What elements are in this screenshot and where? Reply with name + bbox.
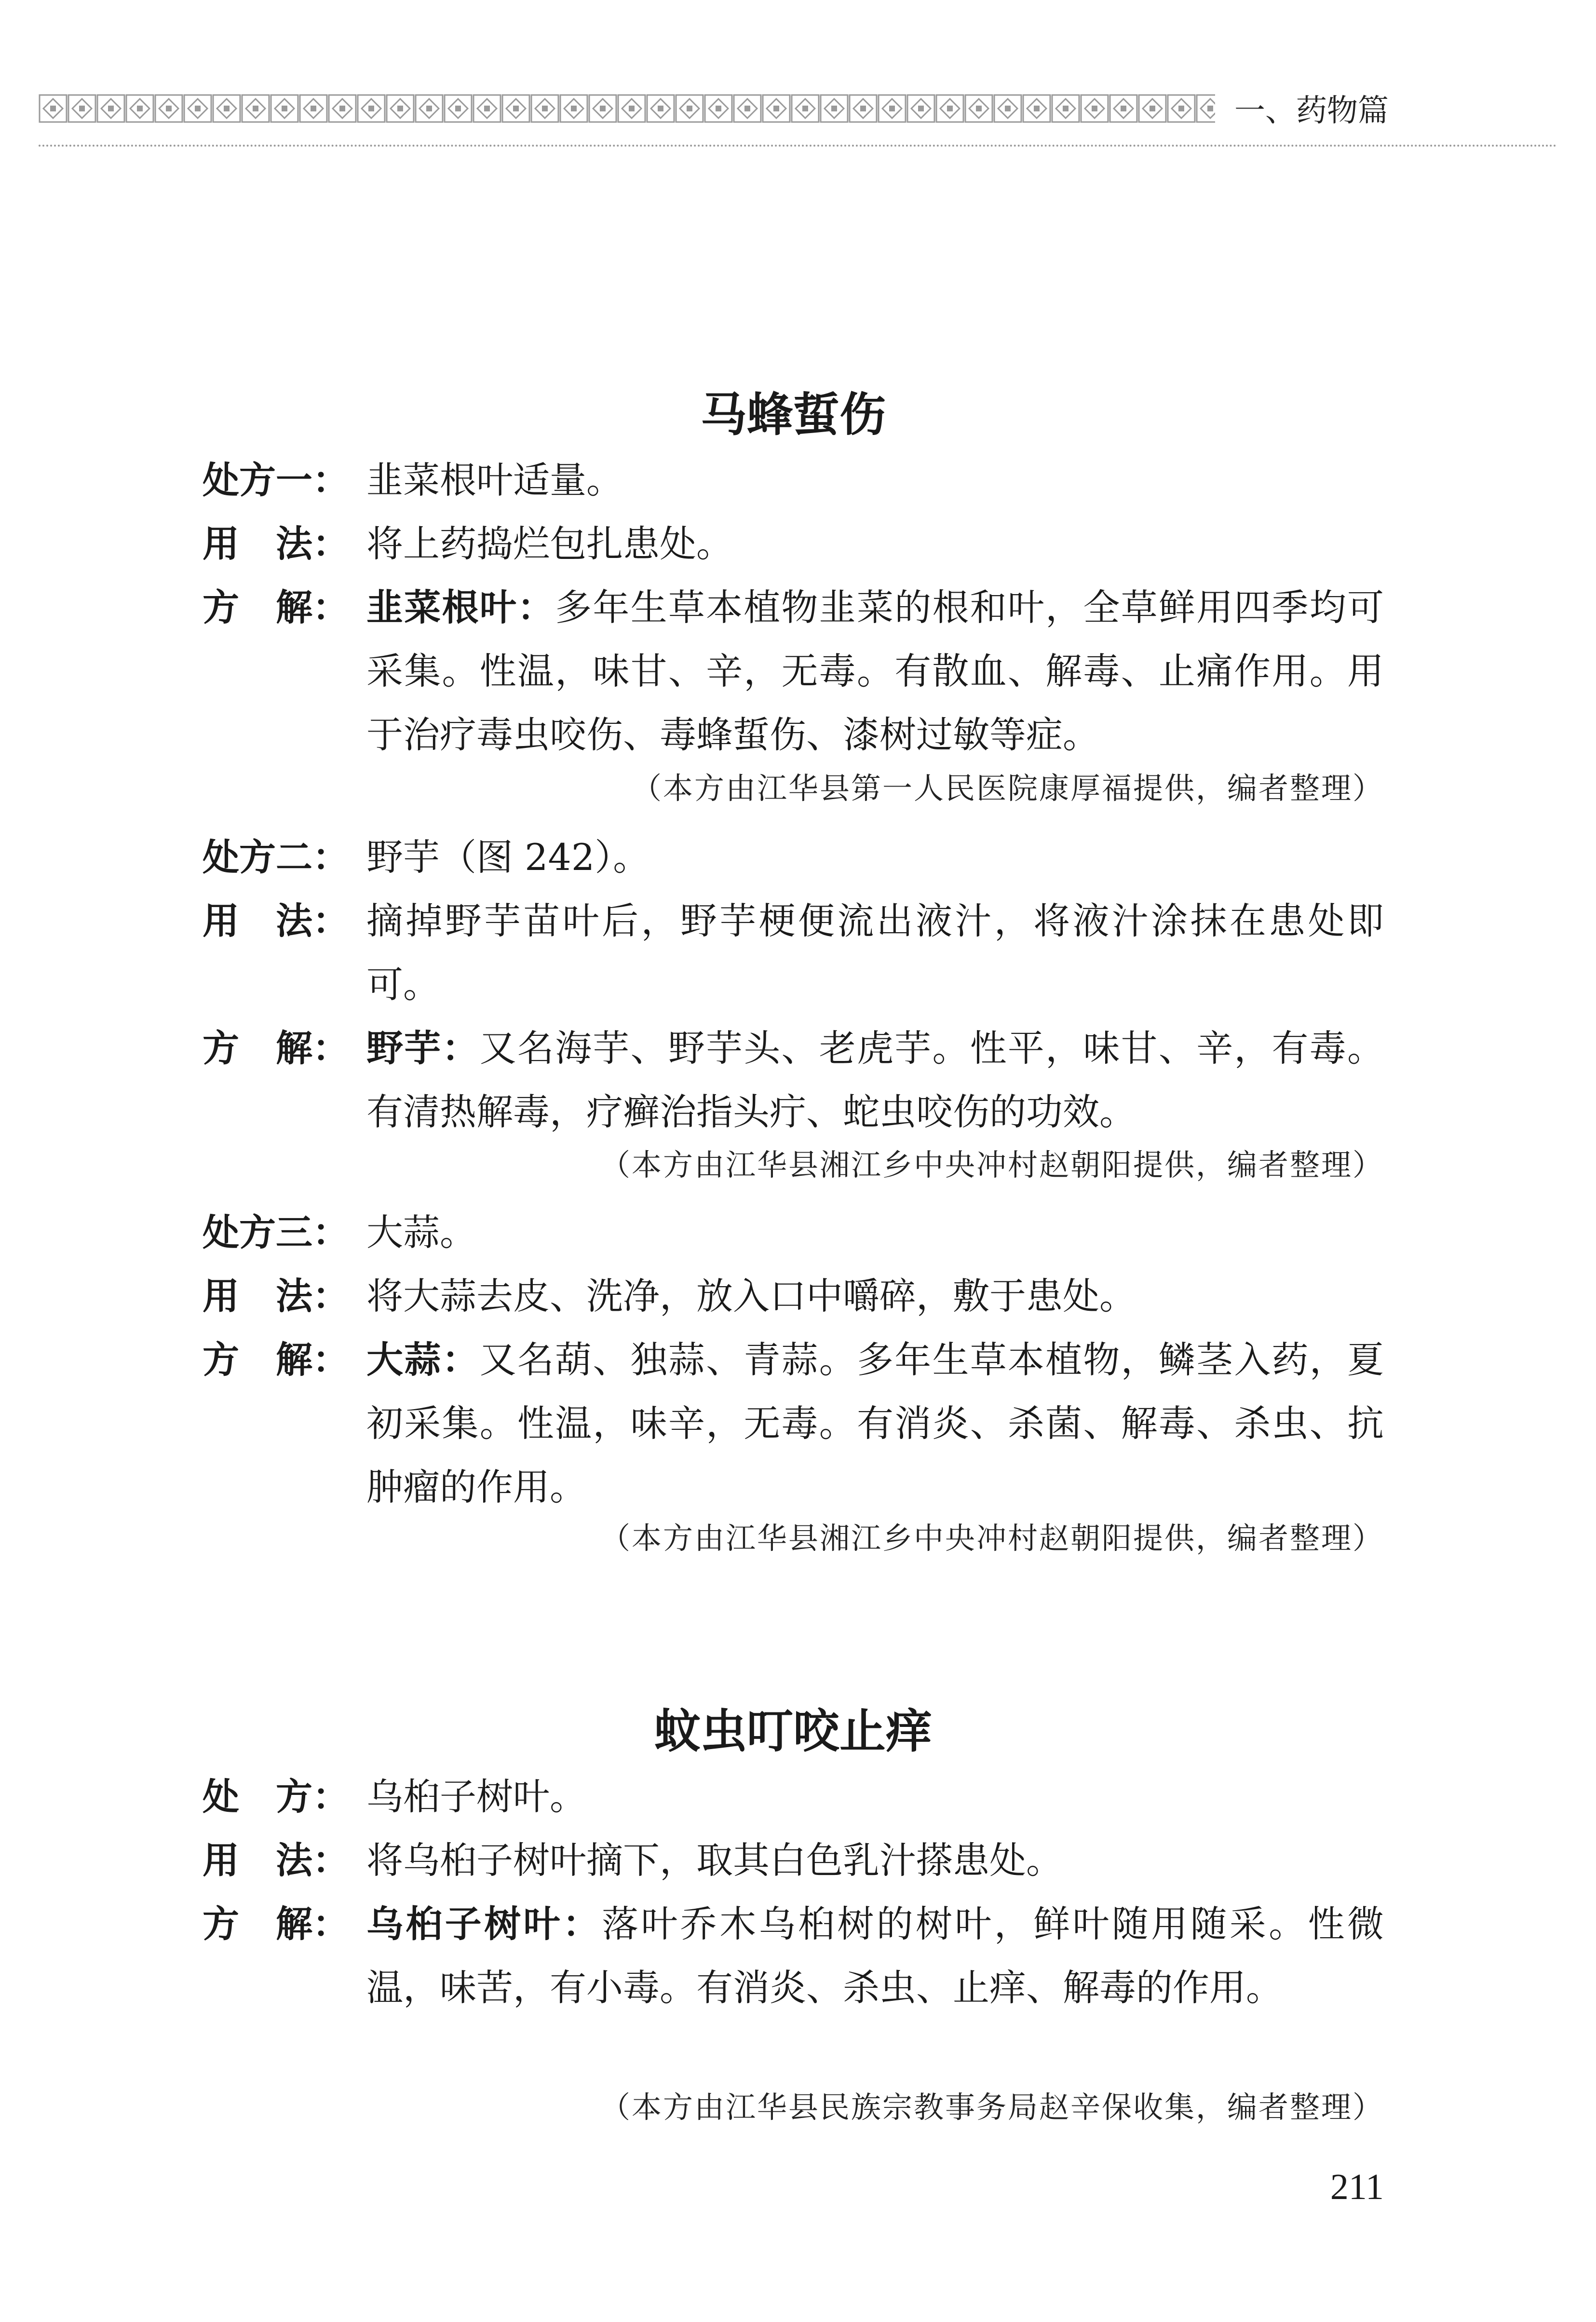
source-note: （本方由江华县湘江乡中央冲村赵朝阳提供，编者整理） [600, 1147, 1384, 1182]
usage-label: 用 法： [203, 899, 349, 942]
usage-label: 用 法： [203, 1839, 349, 1882]
prescription-label: 处 方： [203, 1775, 349, 1818]
prescription-text: 野芋（图 242）。 [366, 836, 650, 879]
herb-term: 野芋： [366, 1027, 480, 1070]
prescription-line [203, 448, 1384, 512]
explanation-label: 方 解： [203, 1027, 349, 1070]
usage-label: 用 法： [203, 522, 349, 565]
prescription-line [203, 1201, 1384, 1264]
usage-line [203, 1264, 1384, 1328]
herb-term: 乌桕子树叶： [366, 1902, 602, 1945]
prescription-line [203, 1765, 1384, 1829]
explanation-block [203, 1892, 1384, 2020]
explanation-block [203, 1017, 1384, 1144]
explanation-block [203, 576, 1384, 767]
prescription-line [203, 826, 1384, 889]
prescription-text: 乌桕子树叶。 [366, 1775, 586, 1818]
explanation-label: 方 解： [203, 586, 349, 629]
source-note: （本方由江华县第一人民医院康厚福提供，编者整理） [631, 771, 1384, 806]
explanation-text [366, 576, 1384, 767]
explanation-label: 方 解： [203, 1902, 349, 1945]
prescription-text: 韭菜根叶适量。 [366, 459, 623, 502]
running-head: 一、药物篇 [1234, 93, 1389, 129]
source-note: （本方由江华县湘江乡中央冲村赵朝阳提供，编者整理） [600, 1521, 1384, 1556]
prescription-text: 大蒜。 [366, 1211, 476, 1254]
page-number: 211 [1330, 2167, 1384, 2207]
explanation-label: 方 解： [203, 1338, 349, 1381]
usage-line [203, 512, 1384, 576]
usage-text: 摘掉野芋苗叶后，野芋梗便流出液汁，将液汁涂抹在患处即可。 [366, 899, 1384, 1006]
explanation-block [203, 1328, 1384, 1519]
explanation-body: 多年生草本植物韭菜的根和叶，全草鲜用四季均可采集。性温，味甘、辛，无毒。有散血、解毒、止痛作用。用于治疗毒虫咬伤、毒蜂蜇伤、漆树过敏等症。 [366, 586, 1384, 756]
prescription-label: 处方三： [203, 1211, 349, 1254]
usage-label: 用 法： [203, 1275, 349, 1317]
herb-term: 韭菜根叶： [366, 586, 555, 629]
header-ornament-band [39, 94, 1215, 123]
usage-text: 将大蒜去皮、洗净，放入口中嚼碎，敷于患处。 [366, 1275, 1136, 1317]
source-note: （本方由江华县民族宗教事务局赵辛保收集，编者整理） [600, 2090, 1384, 2125]
usage-line [203, 889, 1384, 1017]
explanation-text [366, 1892, 1384, 2020]
explanation-text [366, 1328, 1384, 1519]
explanation-body: 又名海芋、野芋头、老虎芋。性平，味甘、辛，有毒。有清热解毒，疗癣治指头疔、蛇虫咬伤的功效。 [366, 1027, 1384, 1133]
usage-text: 将上药捣烂包扎患处。 [366, 522, 733, 565]
explanation-text [366, 1017, 1384, 1144]
usage-text: 将乌桕子树叶摘下，取其白色乳汁搽患处。 [366, 1839, 1063, 1882]
herb-term: 大蒜： [366, 1338, 480, 1381]
header-rule [39, 145, 1557, 147]
section-title: 马蜂蜇伤 [701, 388, 886, 442]
explanation-body: 落叶乔木乌桕树的树叶，鲜叶随用随采。性微温，味苦，有小毒。有消炎、杀虫、止痒、解毒的作用。 [366, 1902, 1384, 2009]
prescription-label: 处方一： [203, 459, 349, 502]
section-title: 蚊虫叮咬止痒 [654, 1704, 932, 1758]
prescription-label: 处方二： [203, 836, 349, 879]
usage-line [203, 1829, 1384, 1892]
explanation-body: 又名葫、独蒜、青蒜。多年生草本植物，鳞茎入药，夏初采集。性温，味辛，无毒。有消炎、杀菌、解毒、杀虫、抗肿瘤的作用。 [366, 1338, 1384, 1508]
